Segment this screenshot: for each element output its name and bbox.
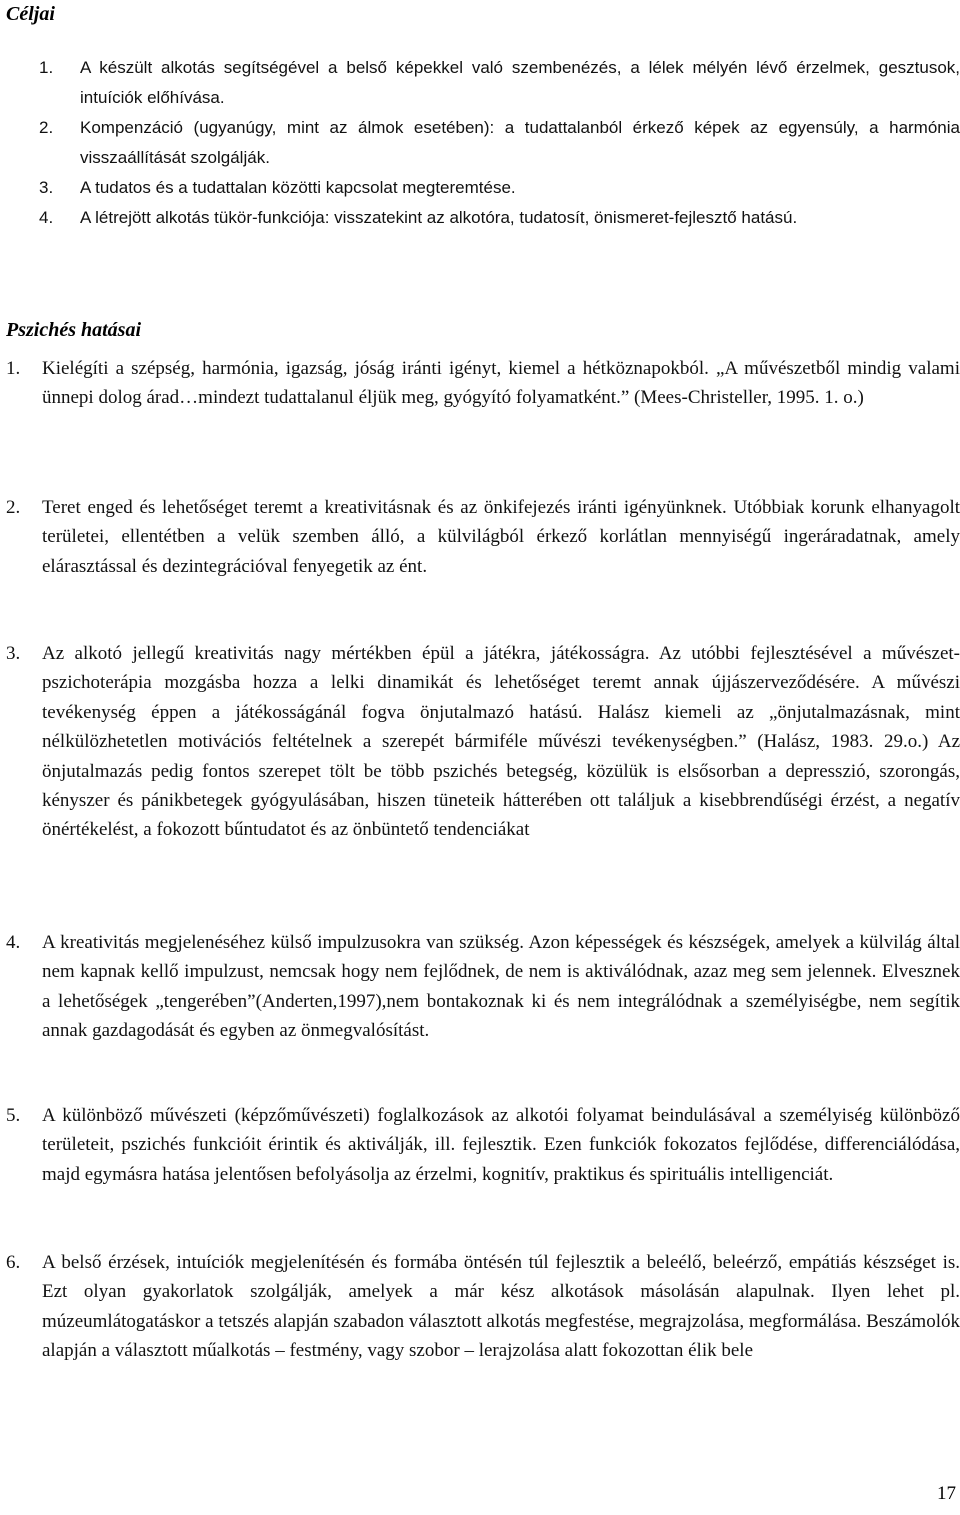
list-item-number: 1. [6,358,21,379]
list-item [6,639,960,845]
list-item-text: A tudatos és a tudattalan közötti kapcsolat megteremtése. [80,178,516,197]
section-heading-psychic-effects: Pszichés hatásai [6,319,142,341]
list-item [41,113,960,173]
goals-list [41,53,960,233]
list-item [6,928,960,1046]
effects-paragraph-6 [6,1248,960,1366]
section-heading-goals: Céljai [6,3,55,25]
list-item-text: Az alkotó jellegű kreativitás nagy mértékben épül a játékra, játékosságra. Az utóbbi fejlesztésével a művészet-pszichoterápia mozgásba hozza a lelki dinamikát és lehetőséget teremt annak újjászerveződésére. A művészi tevékenység éppen a játékosságánál fogva önjutalmazó hatású. Halász kiemeli az „önjutalmazásnak, mint nélkülözhetetlen motivációs feltételnek a szerepét bármiféle művészi tevékenységben.” (Halász, 1983. 29.o.) Az önjutalmazás pedig fontos szerepet tölt be több pszichés betegség, közülük is elsősorban a depresszió, szorongás, kényszer és pánikbetegek gyógyulásában, hiszen tüneteik hátterében ott találjuk a kisebbrendűségi érzést, a negatív önértékelést, a fokozott bűntudatot és az önbüntető tendenciákat [42,643,960,841]
effects-paragraph-2 [6,493,960,581]
list-item [6,1248,960,1366]
list-item-number: 4. [6,932,21,953]
list-item [6,493,960,581]
list-item-number: 3. [6,643,21,664]
list-item-text: A létrejött alkotás tükör-funkciója: visszatekint az alkotóra, tudatosít, önismeret-fejlesztő hatású. [80,208,798,227]
list-item-text: A különböző művészeti (képzőművészeti) foglalkozások az alkotói folyamat beindulásával a személyiség különböző területeit, pszichés funkcióit érintik és aktiválják, ill. fejlesztik. Ezen funkciók fokozatos fejlődése, differenciálódása, majd egymásra hatása jelentősen befolyásolja az érzelmi, kognitív, praktikus és spirituális intelligenciát. [42,1105,960,1185]
effects-paragraph-3 [6,639,960,845]
page-number: 17 [937,1483,956,1504]
list-item [41,53,960,113]
list-item [41,203,960,233]
list-item-number: 6. [6,1252,21,1273]
list-item-number: 1. [39,58,54,77]
effects-paragraph-4 [6,928,960,1046]
list-item [6,1101,960,1189]
list-item-text: Teret enged és lehetőséget teremt a kreativitásnak és az önkifejezés iránti igényünknek. Utóbbiak korunk elhanyagolt területei, ellentétben a velük szemben álló, a külvilágból érkező korlátlan mennyiségű ingeráradatnak, amely elárasztással és dezintegrációval fenyegetik az ént. [42,497,960,577]
list-item [6,354,960,413]
list-item-text: A belső érzések, intuíciók megjelenítésén és formába öntésén túl fejlesztik a beleélő, beleérző, empátiás készséget is. Ezt olyan gyakorlatok szolgálják, amelyek a már kész alkotások másolásán alapulnak. Ilyen lehet pl. múzeumlátogatáskor a tetszés alapján szabadon választott alkotás megfestése, megrajzolása, megformálása. Beszámolók alapján a választott műalkotás – festmény, vagy szobor – lerajzolása alatt fokozottan élik bele [42,1252,960,1362]
list-item-number: 3. [39,178,54,197]
effects-paragraph-1 [6,354,960,413]
effects-paragraph-5 [6,1101,960,1189]
list-item-text: A készült alkotás segítségével a belső képekkel való szembenézés, a lélek mélyén lévő érzelmek, gesztusok, intuíciók előhívása. [80,58,960,107]
list-item-number: 2. [39,118,54,137]
list-item-text: A kreativitás megjelenéséhez külső impulzusokra van szükség. Azon képességek és készségek, amelyek a külvilág által nem kapnak kellő impulzust, nemcsak hogy nem fejlődnek, de nem is aktiválódnak, azaz meg sem jelennek. Elvesznek a lehetőségek „tengerében”(Anderten,1997),nem bontakoznak ki és nem integrálódnak a személyiségbe, nem segítik annak gazdagodását és egyben az önmegvalósítást. [42,932,960,1042]
list-item [41,173,960,203]
list-item-text: Kompenzáció (ugyanúgy, mint az álmok esetében): a tudattalanból érkező képek az egyensúly, a harmónia visszaállítását szolgálják. [80,118,960,167]
list-item-number: 2. [6,497,21,518]
list-item-number: 5. [6,1105,21,1126]
list-item-number: 4. [39,208,54,227]
list-item-text: Kielégíti a szépség, harmónia, igazság, jóság iránti igényt, kiemel a hétköznapokból. „A művészetből mindig valami ünnepi dolog árad…mindezt tudattalanul éljük meg, gyógyító folyamatként.” (Mees-Christeller, 1995. 1. o.) [42,358,960,409]
